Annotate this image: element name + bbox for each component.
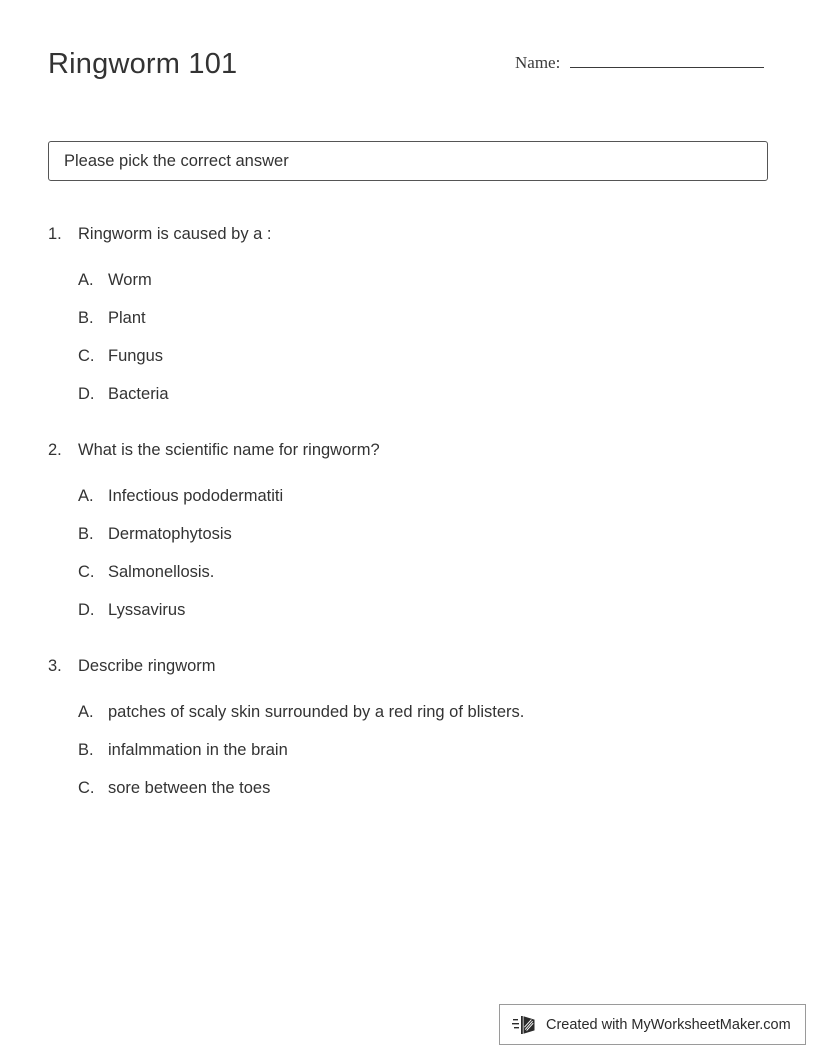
option-item[interactable] [48, 306, 778, 330]
option-letter: C. [78, 347, 95, 365]
option-text: Infectious pododermatiti [108, 487, 284, 505]
option-letter: C. [78, 779, 95, 797]
worksheet-header [48, 44, 768, 100]
option-item[interactable] [48, 522, 778, 546]
option-item[interactable] [48, 484, 778, 508]
option-text: Dermatophytosis [108, 525, 232, 543]
option-item[interactable] [48, 776, 778, 800]
option-letter: D. [78, 385, 95, 403]
option-text: sore between the toes [108, 779, 271, 797]
question-text: Describe ringworm [78, 657, 216, 675]
page-title: Ringworm 101 [48, 48, 238, 80]
question-number: 2. [48, 441, 62, 459]
option-item[interactable] [48, 700, 778, 724]
question-stem [48, 438, 778, 462]
option-text: infalmmation in the brain [108, 741, 288, 759]
instruction-box [48, 141, 768, 181]
option-text: Bacteria [108, 385, 169, 403]
question-item [48, 438, 778, 622]
option-text: patches of scaly skin surrounded by a red ring of blisters. [108, 703, 525, 721]
option-letter: B. [78, 525, 94, 543]
name-label: Name: [515, 53, 561, 72]
option-list [48, 700, 778, 800]
option-item[interactable] [48, 598, 778, 622]
option-letter: A. [78, 703, 94, 721]
option-item[interactable] [48, 382, 778, 406]
question-text: What is the scientific name for ringworm? [78, 441, 380, 459]
option-list [48, 484, 778, 622]
option-letter: D. [78, 601, 95, 619]
question-stem [48, 654, 778, 678]
option-item[interactable] [48, 268, 778, 292]
option-text: Lyssavirus [108, 601, 186, 619]
instruction-text: Please pick the correct answer [64, 152, 289, 170]
question-stem [48, 222, 778, 246]
option-list [48, 268, 778, 406]
option-text: Plant [108, 309, 146, 327]
footer-badge[interactable] [499, 1004, 806, 1045]
option-text: Fungus [108, 347, 164, 365]
question-item [48, 654, 778, 800]
question-text: Ringworm is caused by a : [78, 225, 272, 243]
question-number: 1. [48, 225, 62, 243]
question-number: 3. [48, 657, 62, 675]
name-input-line[interactable] [570, 54, 764, 68]
option-letter: B. [78, 741, 94, 759]
option-letter: A. [78, 487, 94, 505]
option-letter: B. [78, 309, 94, 327]
worksheet-maker-logo-icon [512, 1014, 538, 1036]
question-item [48, 222, 778, 406]
option-letter: C. [78, 563, 95, 581]
footer-text: Created with MyWorksheetMaker.com [546, 1016, 791, 1033]
option-item[interactable] [48, 344, 778, 368]
option-item[interactable] [48, 738, 778, 762]
name-field-group [515, 52, 764, 74]
option-item[interactable] [48, 560, 778, 584]
questions-list [48, 222, 778, 832]
option-letter: A. [78, 271, 94, 289]
option-text: Worm [108, 271, 152, 289]
option-text: Salmonellosis. [108, 563, 215, 581]
